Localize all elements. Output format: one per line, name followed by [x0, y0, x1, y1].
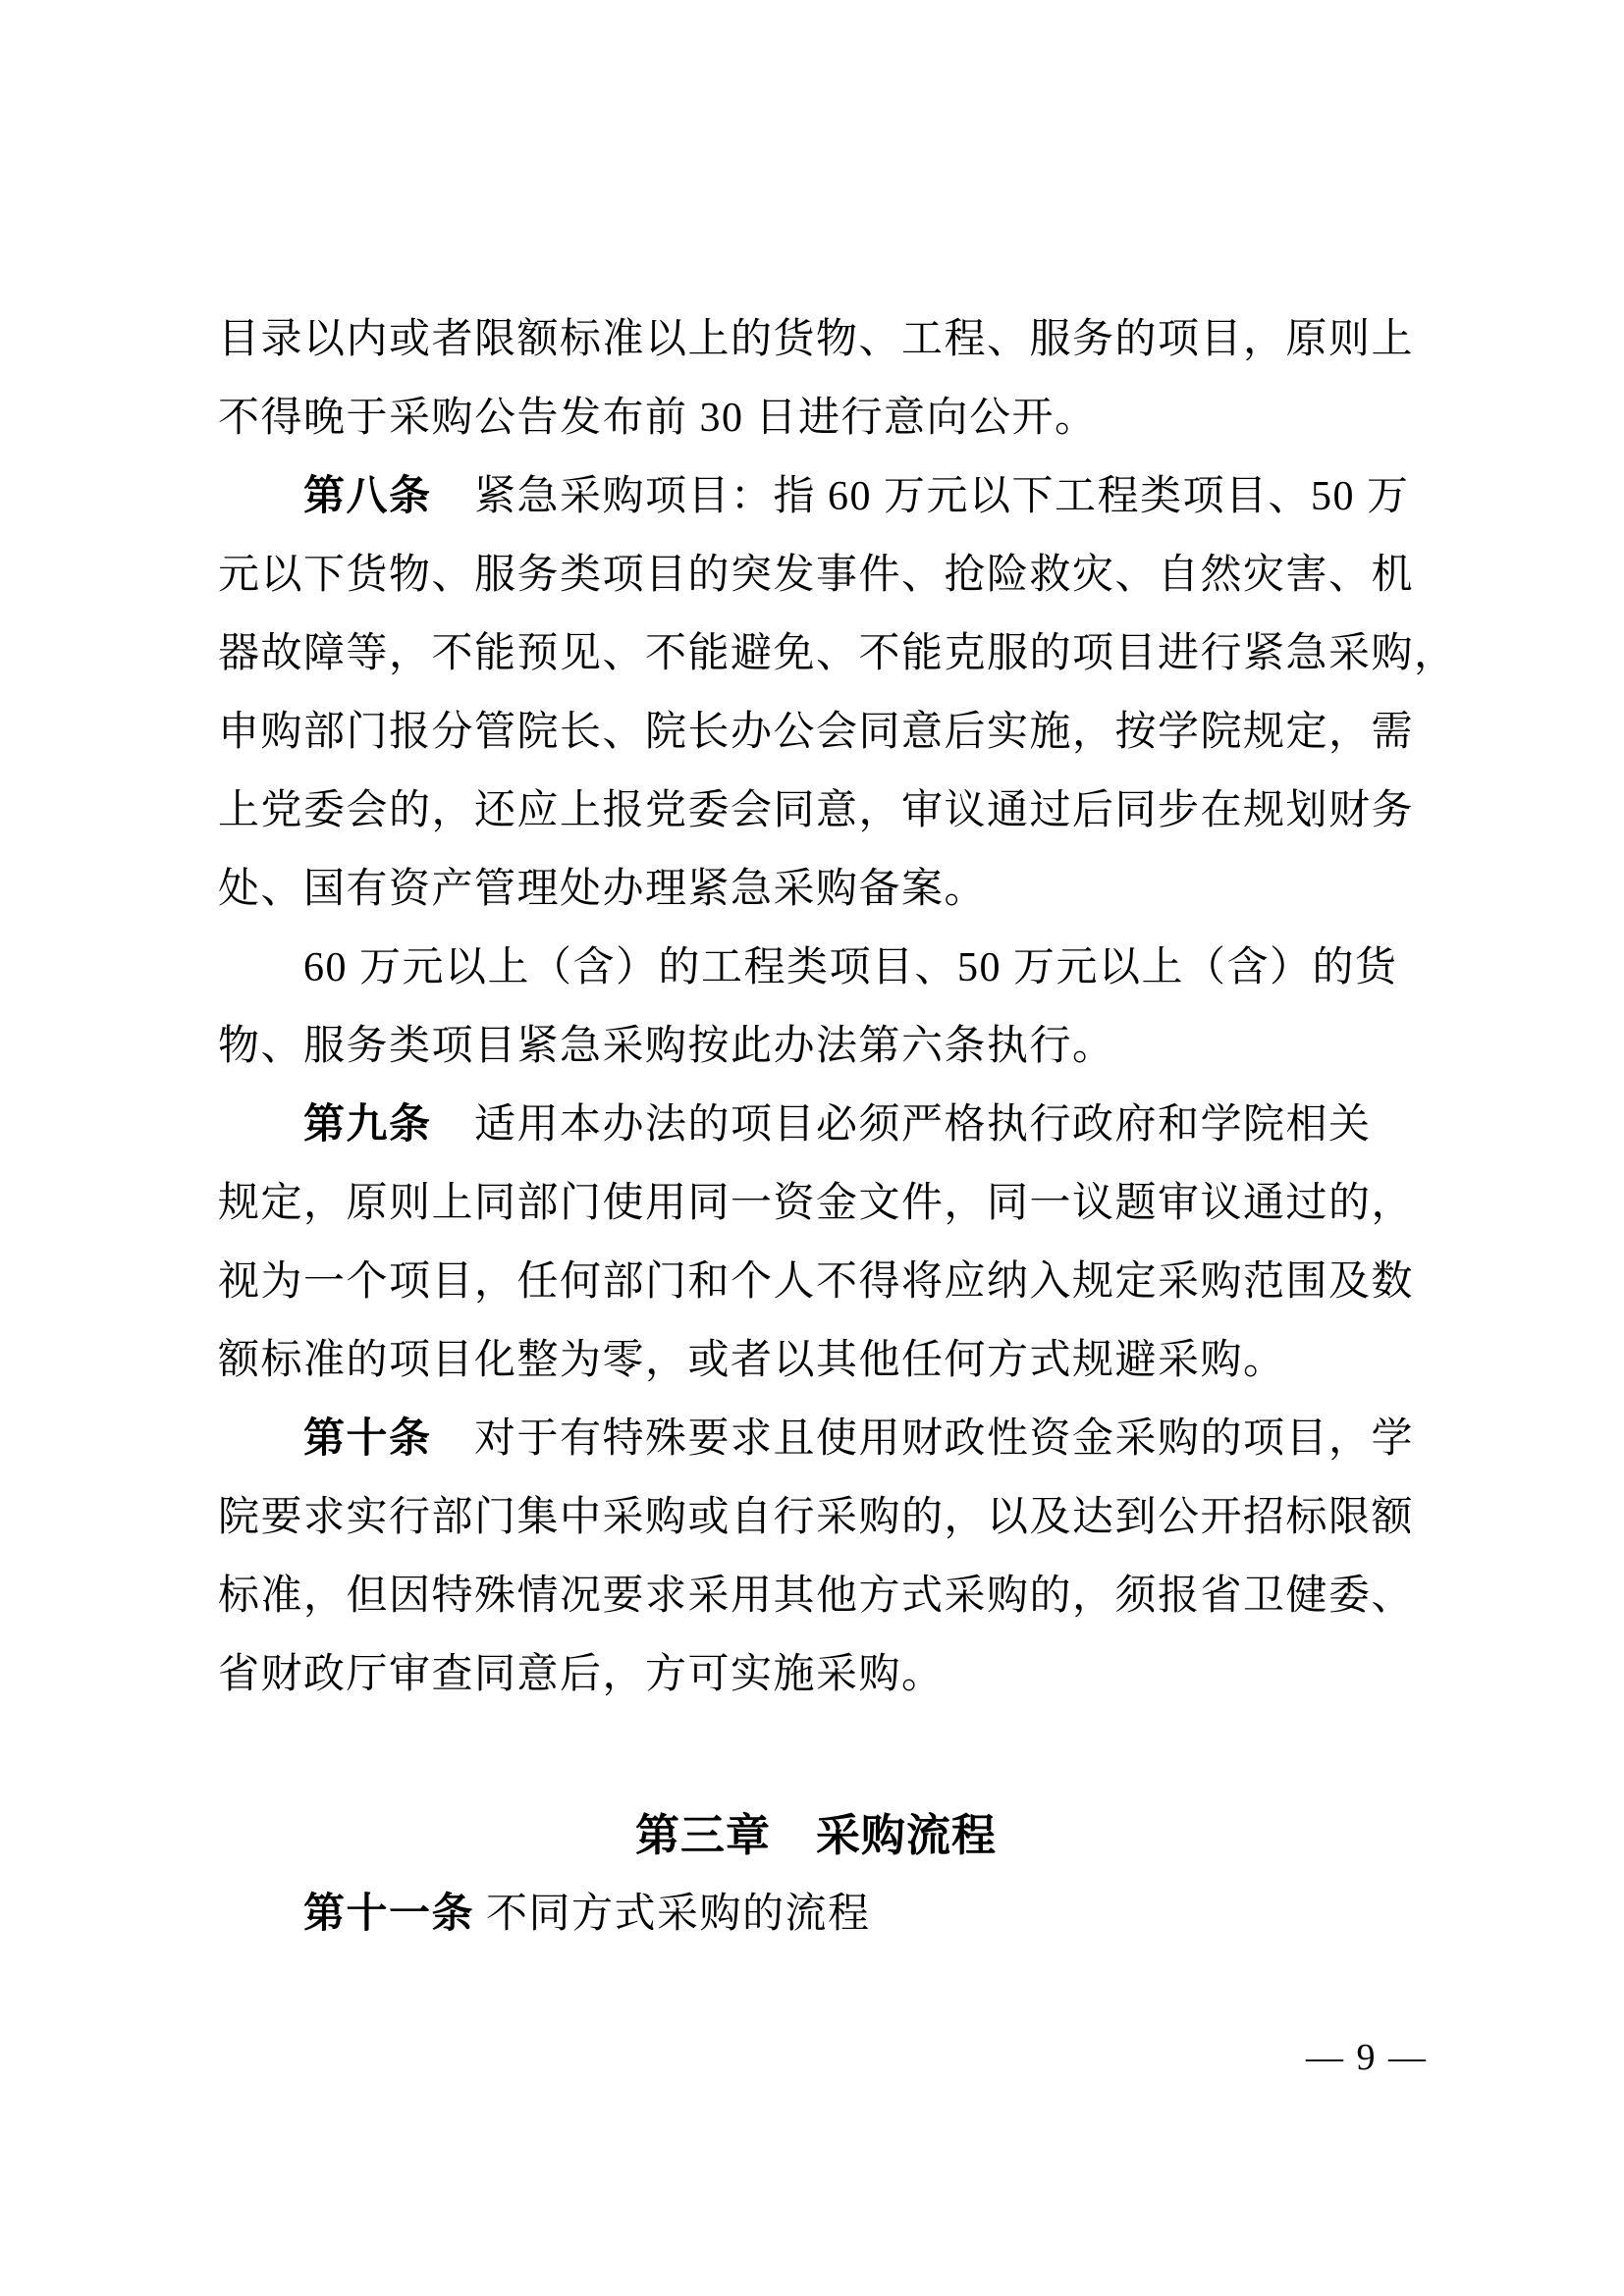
document-line — [218, 1400, 1414, 1478]
document-line — [218, 1007, 1414, 1086]
line-text: 物、服务类项目紧急采购按此办法第六条执行。 — [218, 1024, 1115, 1069]
line-text: 器故障等，不能预见、不能避免、不能克服的项目进行紧急采购， — [218, 631, 1457, 676]
line-text: 适用本办法的项目必须严格执行政府和学院相关 — [431, 1102, 1372, 1148]
document-line — [218, 1086, 1414, 1164]
document-line — [218, 300, 1414, 379]
document-line — [218, 1478, 1414, 1557]
document-line — [218, 1635, 1414, 1714]
document-line — [218, 772, 1414, 850]
line-text: 紧急采购项目：指 60 万元以下工程类项目、50 万 — [431, 474, 1410, 519]
clause-number: 第九条 — [303, 1102, 432, 1148]
line-text: 上党委会的，还应上报党委会同意，审议通过后同步在规划财务 — [218, 788, 1415, 833]
clause-number: 第十一条 — [303, 1892, 475, 1937]
line-text: 视为一个项目，任何部门和个人不得将应纳入规定采购范围及数 — [218, 1259, 1415, 1305]
clause-number: 第八条 — [303, 474, 432, 519]
clause-number: 第十条 — [303, 1416, 432, 1462]
document-line — [218, 536, 1414, 614]
document-line — [218, 614, 1457, 693]
document-line — [218, 929, 1414, 1007]
document-line — [218, 1321, 1414, 1400]
document-line — [218, 1164, 1414, 1243]
document-line — [218, 1557, 1414, 1635]
document-body — [218, 300, 1457, 1953]
line-text: 处、国有资产管理处办理紧急采购备案。 — [218, 867, 988, 912]
line-text: 60 万元以上（含）的工程类项目、50 万元以上（含）的货 — [303, 945, 1398, 990]
line-text: 规定，原则上同部门使用同一资金文件，同一议题审议通过的， — [218, 1181, 1415, 1226]
document-line — [218, 379, 1414, 457]
document-line — [218, 1243, 1414, 1321]
page-number: — 9 — — [1306, 2037, 1428, 2078]
line-text: 额标准的项目化整为零，或者以其他任何方式规避采购。 — [218, 1338, 1286, 1383]
line-text: 院要求实行部门集中采购或自行采购的，以及达到公开招标限额 — [218, 1495, 1415, 1540]
body-lines — [218, 300, 1457, 1714]
document-line — [218, 457, 1414, 536]
clause-line — [218, 1875, 1414, 1953]
line-text: 标准，但因特殊情况要求采用其他方式采购的，须报省卫健委、 — [218, 1574, 1415, 1619]
chapter-heading-text: 第三章 采购流程 — [634, 1810, 997, 1860]
document-line — [218, 693, 1414, 772]
chapter-heading — [218, 1796, 1414, 1875]
line-text: 申购部门报分管院长、院长办公会同意后实施，按学院规定，需 — [218, 710, 1415, 755]
line-text: 目录以内或者限额标准以上的货物、工程、服务的项目，原则上 — [218, 317, 1415, 362]
line-text: 不得晚于采购公告发布前 30 日进行意向公开。 — [218, 396, 1098, 441]
line-text: 元以下货物、服务类项目的突发事件、抢险救灾、自然灾害、机 — [218, 553, 1415, 598]
clause-text: 不同方式采购的流程 — [474, 1892, 871, 1937]
document-line — [218, 850, 1414, 929]
line-text: 省财政厅审查同意后，方可实施采购。 — [218, 1652, 945, 1697]
line-text: 对于有特殊要求且使用财政性资金采购的项目，学 — [431, 1416, 1415, 1462]
